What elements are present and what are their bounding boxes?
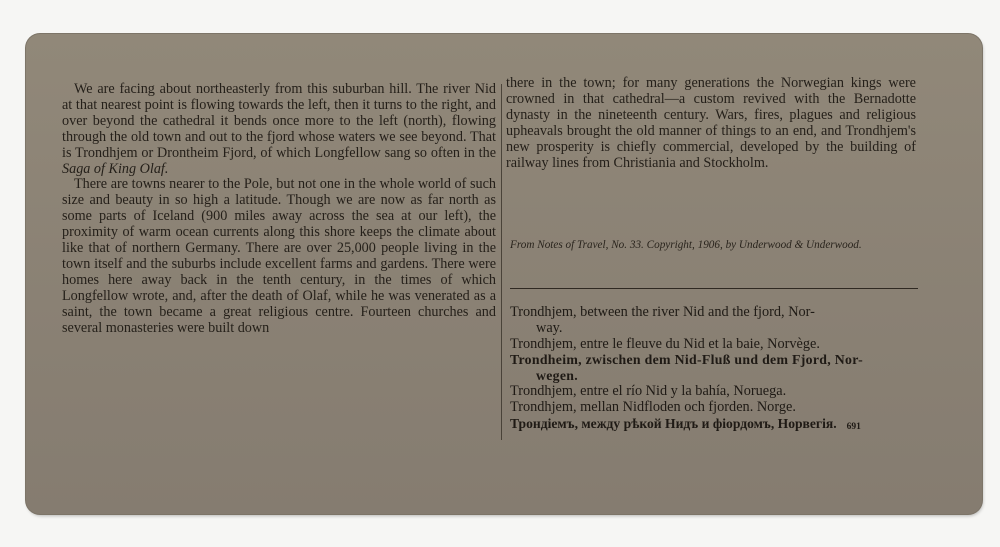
caption-english [510, 305, 920, 337]
caption-russian [510, 416, 920, 435]
catalog-number: 691 [846, 421, 861, 432]
column-divider [501, 84, 502, 440]
caption-swedish: Trondhjem, mellan Nidfloden och fjorden. Norge. [510, 398, 796, 415]
paragraph-3: there in the town; for many generations the Norwegian kings were crowned in that cathedral—a custom revived with the Bernadotte dynasty in the nineteenth century. Wars, fires, plagues and religious upheavals brought the old manner of things to an end, and Trondhjem's new prosperity is chiefly commercial, developed by the building of railway lines from Christiania and Stockholm. [506, 75, 916, 171]
caption-russian-text: Трондіемъ, между рѣкой Нидъ и фіордомъ, Норвегія. [510, 415, 837, 431]
paragraph-1 [62, 82, 496, 177]
caption-spanish: Trondhjem, entre el río Nid y la bahía, Noruega. [510, 382, 787, 399]
multilingual-captions [510, 305, 920, 434]
publisher-notes: From Notes of Travel, No. 33. Copyright, 1906, by Underwood & Underwood. [510, 239, 862, 251]
paragraph-2: There are towns nearer to the Pole, but not one in the whole world of such size and beauty in so high a latitude. Though we are now as far north as some parts of Iceland (900 miles away across the sea at our left), the proximity of warm ocean currents along this shore keeps the climate about like that of northern Germany. There are over 25,000 people living in the town itself and the suburbs include excellent farms and gardens. There were homes here away back in the tenth century, in the times of which Longfellow wrote, and, after the death of Olaf, while he was venerated as a saint, the town became a great religious centre. Fourteen churches and several monasteries were built down [62, 176, 496, 336]
caption-german-line-2: wegen. [536, 368, 579, 384]
caption-german [510, 352, 920, 384]
right-text-column [506, 76, 916, 171]
left-text-column [62, 82, 496, 337]
paragraph-1-text: We are facing about northeasterly from this suburban hill. The river Nid at that nearest point is flowing towards the left, then it turns to the right, and over beyond the cathedral it bends once more to the left (north), flowing through the old town and out to the fjord whose waters we see beyond. That is Trondhjem or Drontheim Fjord, of which Longfellow sang so often in the [62, 81, 496, 161]
caption-german-line-1: Trondheim, zwischen dem Nid-Fluß und dem Fjord, Nor- [510, 352, 864, 368]
saga-title: Saga of King Olaf. [62, 160, 169, 177]
caption-french: Trondhjem, entre le fleuve du Nid et la baie, Norvège. [510, 335, 820, 352]
caption-english-line-1: Trondhjem, between the river Nid and the fjord, Nor- [510, 304, 815, 320]
caption-english-line-2: way. [536, 319, 563, 336]
caption-rule [510, 288, 918, 289]
